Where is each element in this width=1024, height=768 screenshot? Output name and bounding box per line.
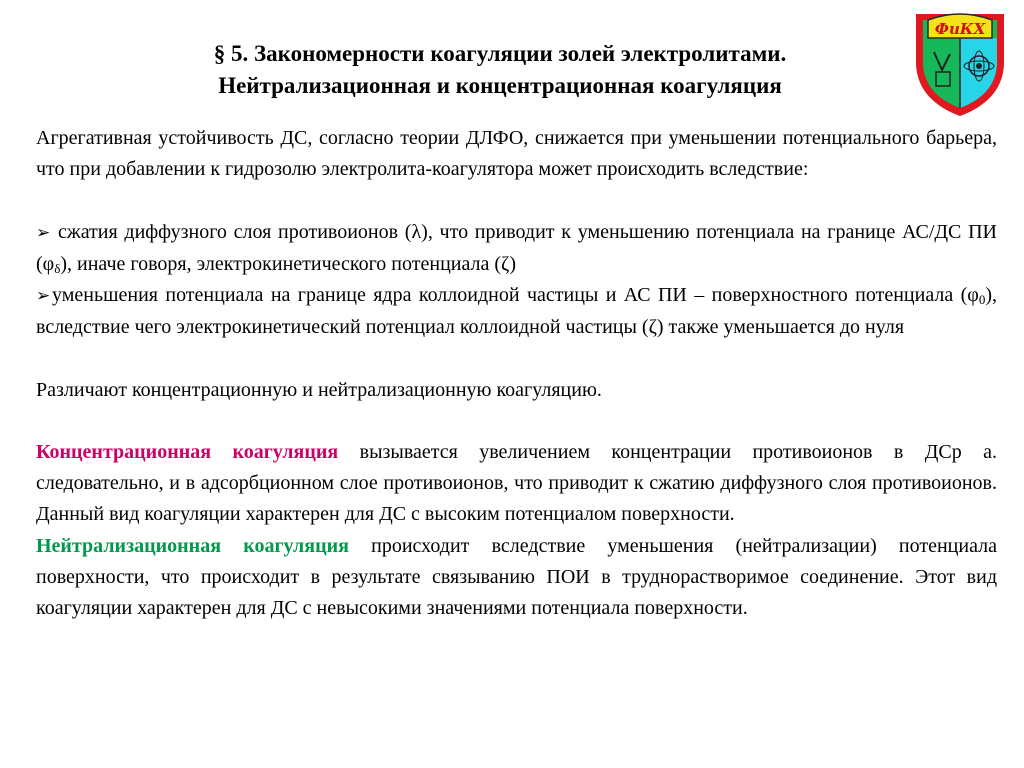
bullet-item-surface-potential: ➢уменьшения потенциала на границе ядра коллоидной частицы и АС ПИ – поверхностного потенциала $(\varphi_0)$, вследствие чего электрокинетический потенциал коллоидной частицы (ζ) также уменьшается до нуля: [36, 280, 997, 343]
faculty-logo: [912, 10, 1008, 118]
distinguish-paragraph: Различают концентрационную и нейтрализационную коагуляцию.: [36, 378, 602, 401]
neutralization-paragraph: Нейтрализационная коагуляция происходит вследствие уменьшения (нейтрализации) потенциала поверхности, что происходит в результате связыванию ПОИ в труднорастворимое соединение. Этот вид коагуляции характерен для ДС с невысокими значениями потенциала поверхности.: [36, 534, 997, 619]
intro-paragraph: Агрегативная устойчивость ДС, согласно теории ДЛФО, снижается при уменьшении потенциального барьера, что при добавлении к гидрозолю электролита-коагулятора может происходить вследствие:: [36, 127, 997, 181]
slide-body: [36, 123, 997, 624]
concentration-paragraph: Концентрационная коагуляция вызывается увеличением концентрации противоионов в ДСр а. следовательно, и в адсорбционном слое противоионов, что приводит к сжатию диффузного слоя противоионов. Данный вид коагуляции характерен для ДС с высоким потенциалом поверхности.: [36, 440, 997, 526]
bullet-item-diffuse-layer: ➢ сжатия диффузного слоя противоионов (λ), что приводит к уменьшению потенциала на границе АС/ДС ПИ $(\varphi_\delta)$, иначе говоря, электрокинетического потенциала (ζ): [36, 217, 997, 280]
arrow-bullet-icon: ➢: [36, 286, 51, 306]
arrow-bullet-icon: ➢: [36, 222, 51, 243]
neutralization-term: Нейтрализационная коагуляция: [36, 534, 349, 557]
title-line-1: § 5. Закономерности коагуляции золей электролитами.: [213, 41, 787, 66]
logo-text: ФиКХ: [934, 20, 986, 38]
shield-emblem-icon: [912, 10, 1008, 118]
slide-title: [40, 38, 960, 102]
title-line-2: Нейтрализационная и концентрационная коагуляция: [218, 73, 782, 98]
concentration-term: Концентрационная коагуляция: [36, 440, 339, 463]
